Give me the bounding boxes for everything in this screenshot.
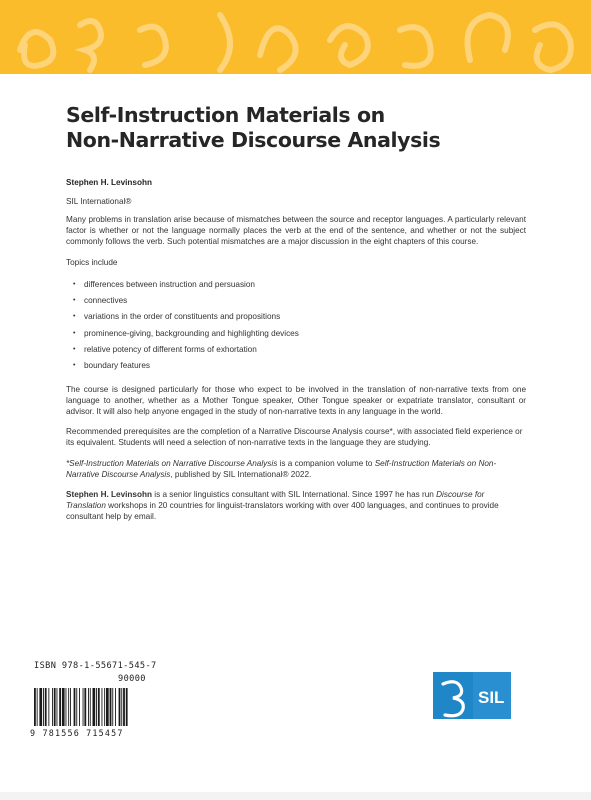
barcode-bar xyxy=(121,688,122,726)
barcode-bar xyxy=(98,688,100,726)
topic-item: • differences between instruction and persuasion xyxy=(66,277,526,293)
barcode-bar xyxy=(48,688,49,726)
topic-item: • connectives xyxy=(66,293,526,309)
barcode-bar xyxy=(93,688,96,726)
barcode-bar xyxy=(45,688,47,726)
prerequisites-paragraph: Recommended prerequisites are the completion of a Narrative Discourse Analysis course*, with associated field experience or its equivalent. Students will need a selection of non-narrative texts in the language they are studying. xyxy=(66,427,523,448)
author-name: Stephen H. Levinsohn xyxy=(66,178,152,187)
back-cover-text xyxy=(66,214,526,532)
bio-workshop-title: Discourse for Translation xyxy=(66,490,485,511)
barcode-bar xyxy=(57,688,58,726)
topics-heading: Topics include xyxy=(66,257,118,267)
author-bio xyxy=(66,489,526,523)
barcode-bar xyxy=(84,688,86,726)
barcode-bar xyxy=(34,688,36,726)
barcode-bar xyxy=(88,688,89,726)
barcode-bar xyxy=(104,688,105,726)
topic-item: • boundary features xyxy=(66,358,526,374)
companion-note xyxy=(66,458,526,480)
barcode-bar xyxy=(112,688,113,726)
barcode-bar xyxy=(102,688,103,726)
price-code: 90000 xyxy=(118,674,146,684)
barcode-bar xyxy=(54,688,56,726)
barcode-bar xyxy=(123,688,125,726)
barcode-bar xyxy=(110,688,112,726)
companion-end: , published by SIL International® 2022. xyxy=(170,469,312,479)
barcode-bar xyxy=(52,688,53,726)
barcode-bar xyxy=(59,688,61,726)
bottom-edge xyxy=(0,792,591,800)
bio-part-2: workshops in 20 countries for linguist-translators working with over 400 languages, and continues to provide consultant help by email. xyxy=(66,501,499,522)
barcode-bar xyxy=(68,688,69,726)
isbn-label: ISBN 978-1-55671-545-7 xyxy=(34,661,157,671)
book-title-line-1: Self-Instruction Materials on xyxy=(66,103,385,127)
ean-digits: 9 781556 715457 xyxy=(30,728,124,738)
barcode-bar xyxy=(66,688,67,726)
barcode-bar xyxy=(43,688,44,726)
barcode-bar xyxy=(126,688,128,726)
topics-list xyxy=(66,277,526,375)
sil-logo xyxy=(433,672,511,719)
companion-middle: is a companion volume to xyxy=(277,458,375,468)
bio-part-1: is a senior linguistics consultant with SIL International. Since 1997 he has run xyxy=(151,490,437,500)
barcode-bar xyxy=(76,688,77,726)
barcode-bar xyxy=(37,688,38,726)
barcode-bar xyxy=(70,688,71,726)
barcode-bar xyxy=(83,688,84,726)
topic-item: • relative potency of different forms of exhortation xyxy=(66,342,526,358)
barcode-bar xyxy=(62,688,65,726)
header-banner xyxy=(0,0,591,74)
book-title-line-2: Non-Narrative Discourse Analysis xyxy=(66,128,441,152)
barcode-bar xyxy=(106,688,109,726)
barcode-bar xyxy=(119,688,121,726)
sil-logo-text: SIL xyxy=(478,688,505,707)
intro-paragraph: Many problems in translation arise because of mismatches between the source and receptor languages. A particularly relevant factor is whether or not the language normally places the verb at the end of the sentence, and whether or not the subject commonly follows the verb. Such potential mismatches are a major discussion in the eight chapters of this course. xyxy=(66,215,526,247)
barcode-bar xyxy=(39,688,42,726)
barcode-bar xyxy=(74,688,76,726)
topic-item: • variations in the order of constituents and propositions xyxy=(66,309,526,325)
barcode-bars xyxy=(34,674,156,728)
script-glyphs-decoration xyxy=(0,0,591,74)
barcode-bar xyxy=(115,688,116,726)
companion-title: Self-Instruction Materials on Non-Narrative Discourse Analysis xyxy=(66,458,497,479)
companion-star-title: *Self-Instruction Materials on Narrative Discourse Analysis xyxy=(66,458,278,468)
course-design-paragraph: The course is designed particularly for those who expect to be involved in the translation of non-narrative texts from one language to another, whether as a Mother Tongue speaker, Other Tongue speaker or expatriate translator, consultant or advisor. It will also help anyone engaged in the study of non-narrative texts in any language in the world. xyxy=(66,384,526,416)
book-title xyxy=(66,103,546,153)
publisher-name: SIL International® xyxy=(66,197,132,206)
barcode-bar xyxy=(90,688,91,726)
bio-name: Stephen H. Levinsohn xyxy=(66,490,152,500)
topic-item: • prominence-giving, backgrounding and highlighting devices xyxy=(66,326,526,342)
barcode-bar xyxy=(96,688,97,726)
barcode-bar xyxy=(79,688,80,726)
